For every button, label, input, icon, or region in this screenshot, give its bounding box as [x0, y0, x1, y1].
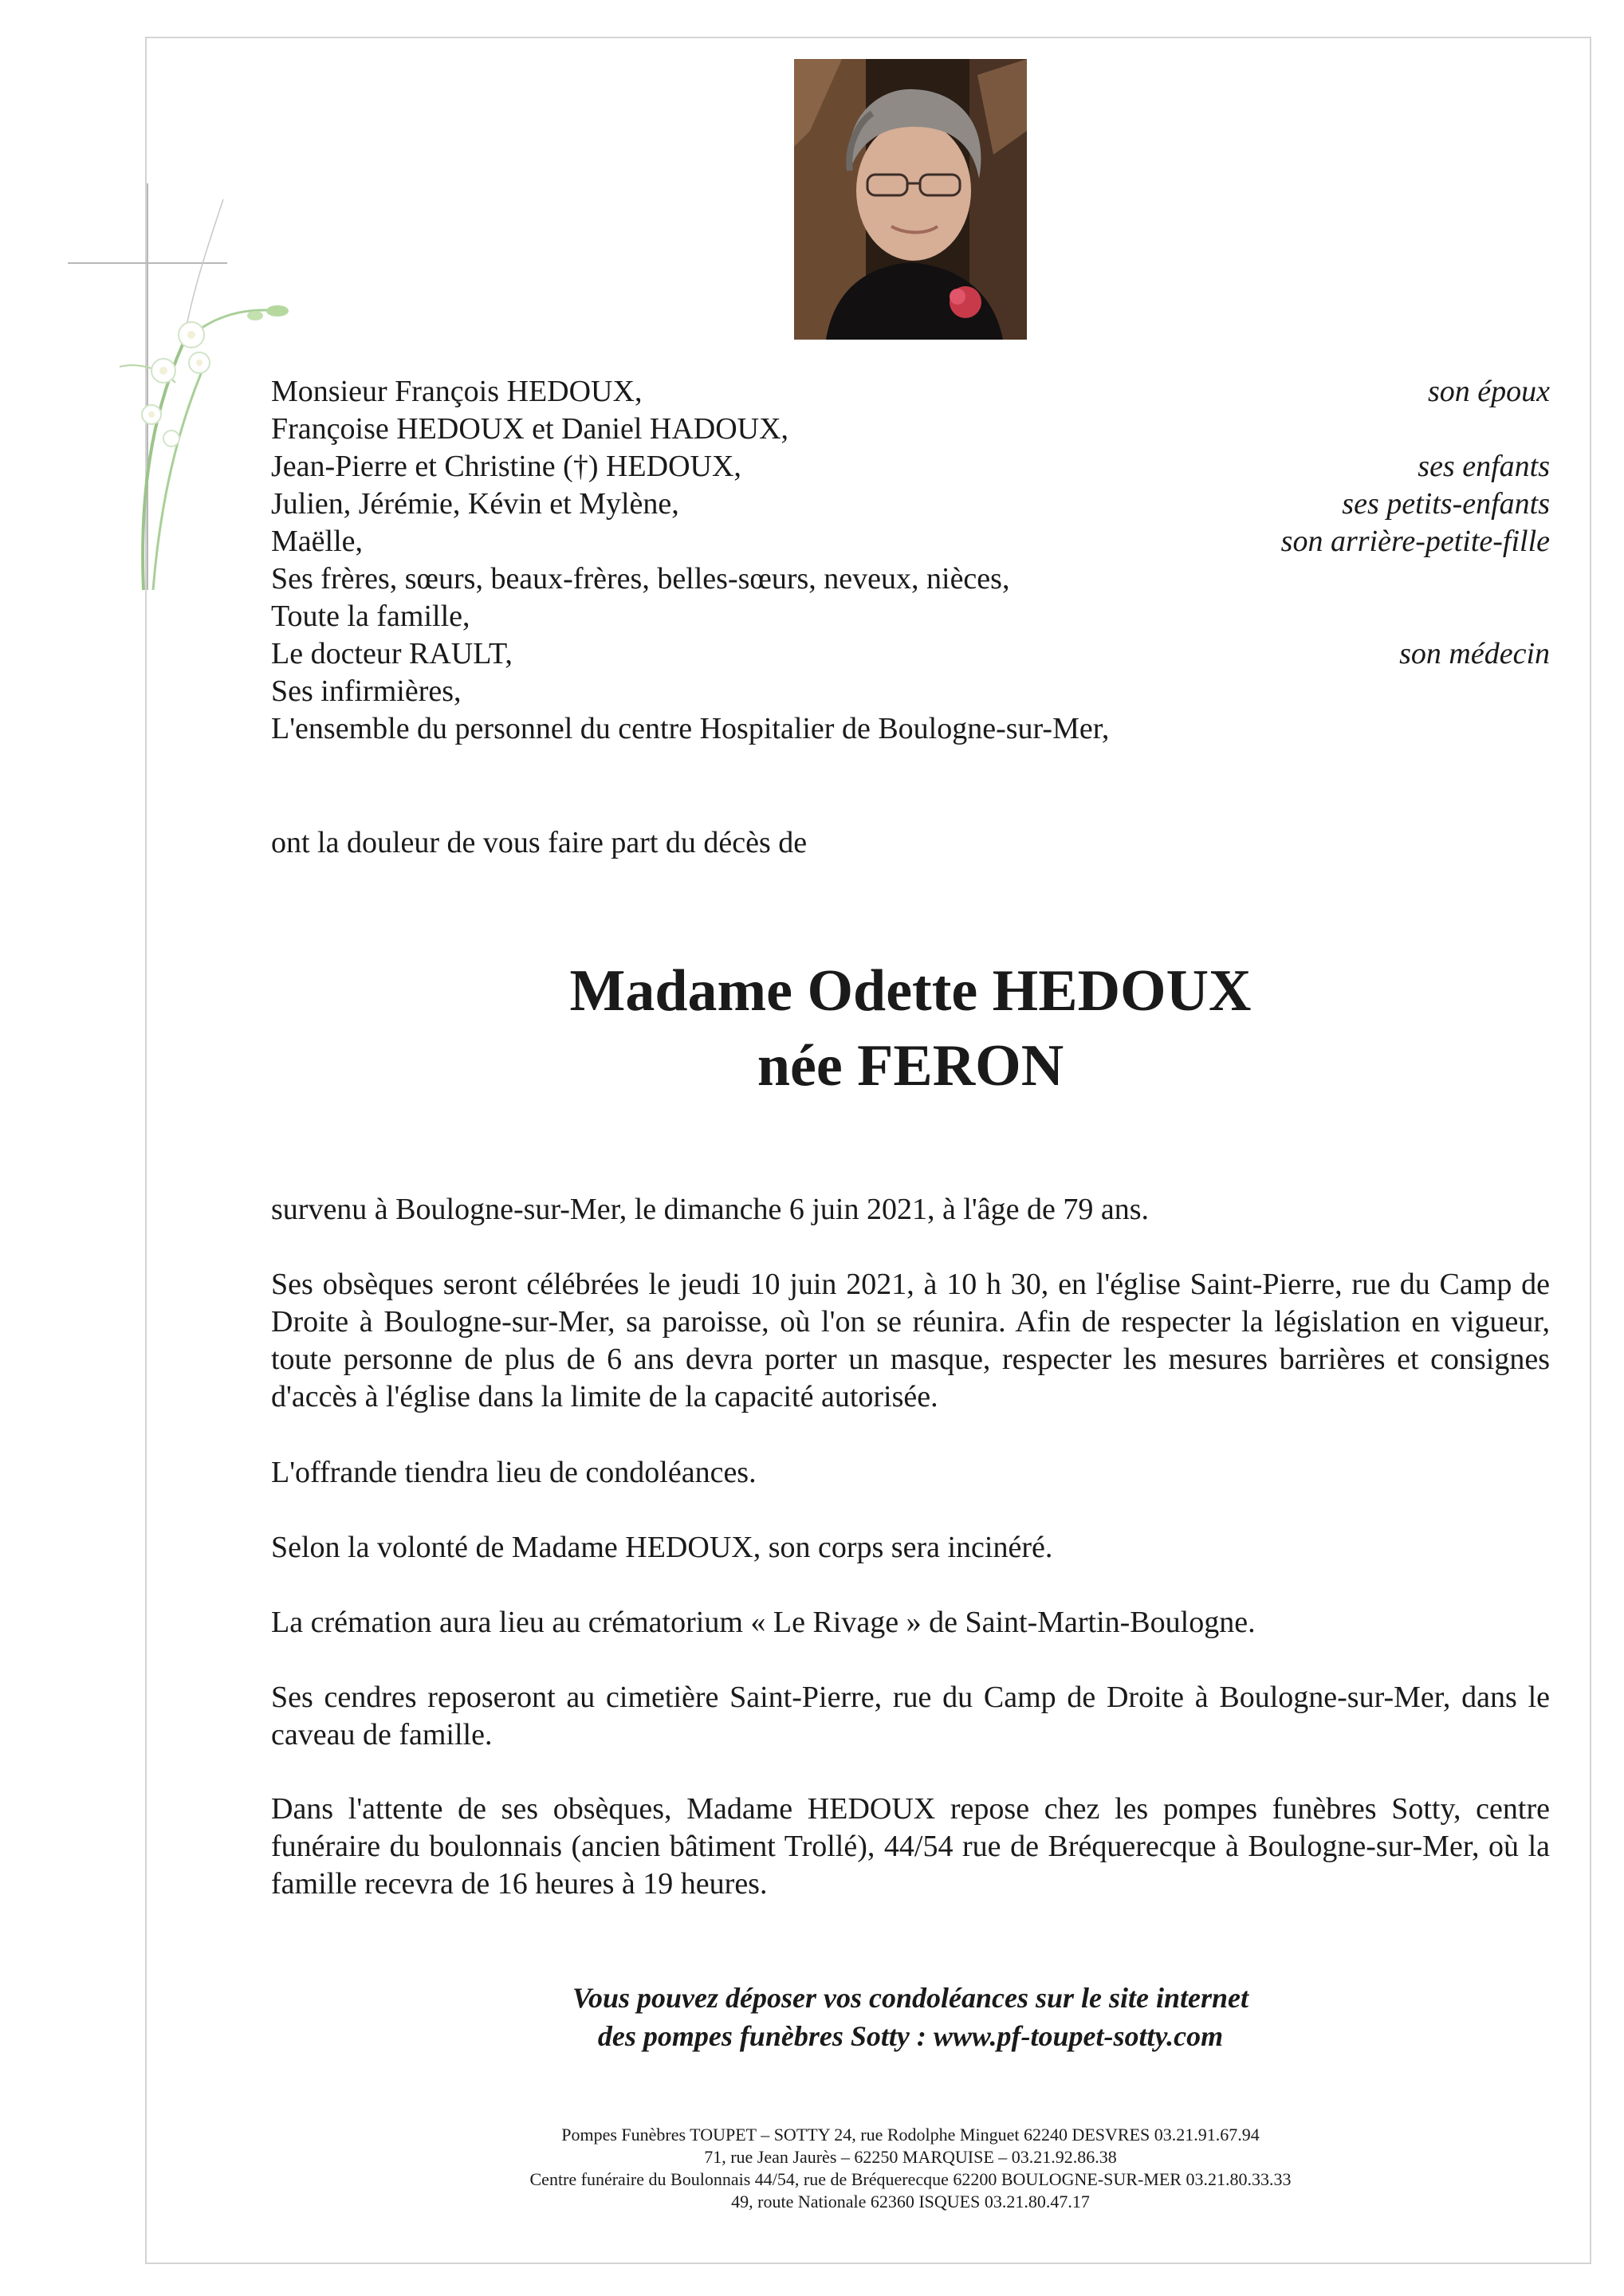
deceased-name: Madame Odette HEDOUX — [569, 958, 1252, 1024]
death-paragraph: survenu à Boulogne-sur-Mer, le dimanche 6 juin 2021, à l'âge de 79 ans. — [271, 1193, 1149, 1226]
family-row — [271, 635, 1550, 673]
family-row — [271, 560, 1550, 598]
family-member-name: Ses frères, sœurs, beaux-frères, belles-sœurs, neveux, nièces, — [271, 562, 1010, 596]
family-row — [271, 411, 1550, 448]
page-border — [145, 37, 1591, 2264]
portrait-photo — [794, 59, 1027, 340]
footer-line: Pompes Funèbres TOUPET – SOTTY 24, rue Rodolphe Minguet 62240 DESVRES 03.21.91.67.94 — [561, 2125, 1260, 2145]
ashes-paragraph: Ses cendres reposeront au cimetière Saint-Pierre, rue du Camp de Droite à Boulogne-sur-Mer, dans le caveau de famille. — [271, 1681, 1550, 1751]
family-row — [271, 486, 1550, 523]
family-member-name: Le docteur RAULT, — [271, 637, 513, 670]
footer-line: 71, rue Jean Jaurès – 62250 MARQUISE – 03.21.92.86.38 — [704, 2147, 1117, 2167]
offering-paragraph: L'offrande tiendra lieu de condoléances. — [271, 1456, 757, 1489]
family-row — [271, 448, 1550, 486]
family-member-name: Julien, Jérémie, Kévin et Mylène, — [271, 487, 679, 521]
family-row — [271, 523, 1550, 560]
footer-line: Centre funéraire du Boulonnais 44/54, rue de Bréquerecque 62200 BOULOGNE-SUR-MER 03.21.80.33.33 — [529, 2169, 1292, 2189]
family-member-name: Françoise HEDOUX et Daniel HADOUX, — [271, 412, 789, 446]
family-row — [271, 598, 1550, 635]
family-member-name: Monsieur François HEDOUX, — [271, 375, 643, 408]
footer-addresses — [271, 2124, 1550, 2213]
family-member-role: son époux — [1427, 375, 1550, 408]
family-member-name: L'ensemble du personnel du centre Hospitalier de Boulogne-sur-Mer, — [271, 712, 1110, 745]
family-member-name: Ses infirmières, — [271, 674, 462, 708]
family-member-role: ses petits-enfants — [1342, 487, 1550, 521]
funeral-paragraph: Ses obsèques seront célébrées le jeudi 10 juin 2021, à 10 h 30, en l'église Saint-Pierre, rue du Camp de Droite à Boulogne-sur-Mer, sa paroisse, où l'on se réunira. Afin de respecter la législation en vigueur, toute personne de plus de 6 ans devra porter un masque, respecter les mesures barrières et consignes d'accès à l'église dans la limite de la capacité autorisée. — [271, 1268, 1550, 1413]
family-row — [271, 673, 1550, 710]
family-member-name: Jean-Pierre et Christine (†) HEDOUX, — [271, 450, 741, 483]
family-row — [271, 710, 1550, 748]
footer-line: 49, route Nationale 62360 ISQUES 03.21.80.47.17 — [731, 2192, 1090, 2211]
announcement-text: ont la douleur de vous faire part du décès de — [271, 826, 808, 859]
family-row — [271, 373, 1550, 411]
family-member-name: Maëlle, — [271, 525, 364, 558]
cremation-paragraph: La crémation aura lieu au crématorium « Le Rivage » de Saint-Martin-Boulogne. — [271, 1606, 1256, 1639]
family-list — [271, 373, 1550, 748]
condolences-line-2: des pompes funèbres Sotty : www.pf-toupet-sotty.com — [597, 2020, 1224, 2052]
condolences-line-1: Vous pouvez déposer vos condoléances sur le site internet — [572, 1982, 1248, 2014]
family-member-role: son arrière-petite-fille — [1280, 525, 1550, 558]
family-member-role: son médecin — [1399, 637, 1550, 670]
deceased-maiden-name: née FERON — [757, 1033, 1064, 1099]
family-member-role: ses enfants — [1418, 450, 1550, 483]
wish-paragraph: Selon la volonté de Madame HEDOUX, son corps sera incinéré. — [271, 1531, 1053, 1564]
cross-and-flowers-icon — [64, 175, 303, 590]
family-member-name: Toute la famille, — [271, 600, 470, 633]
wake-paragraph: Dans l'attente de ses obsèques, Madame HEDOUX repose chez les pompes funèbres Sotty, centre funéraire du boulonnais (ancien bâtiment Trollé), 44/54 rue de Bréquerecque à Boulogne-sur-Mer, où la famille recevra de 16 heures à 19 heures. — [271, 1792, 1550, 1901]
